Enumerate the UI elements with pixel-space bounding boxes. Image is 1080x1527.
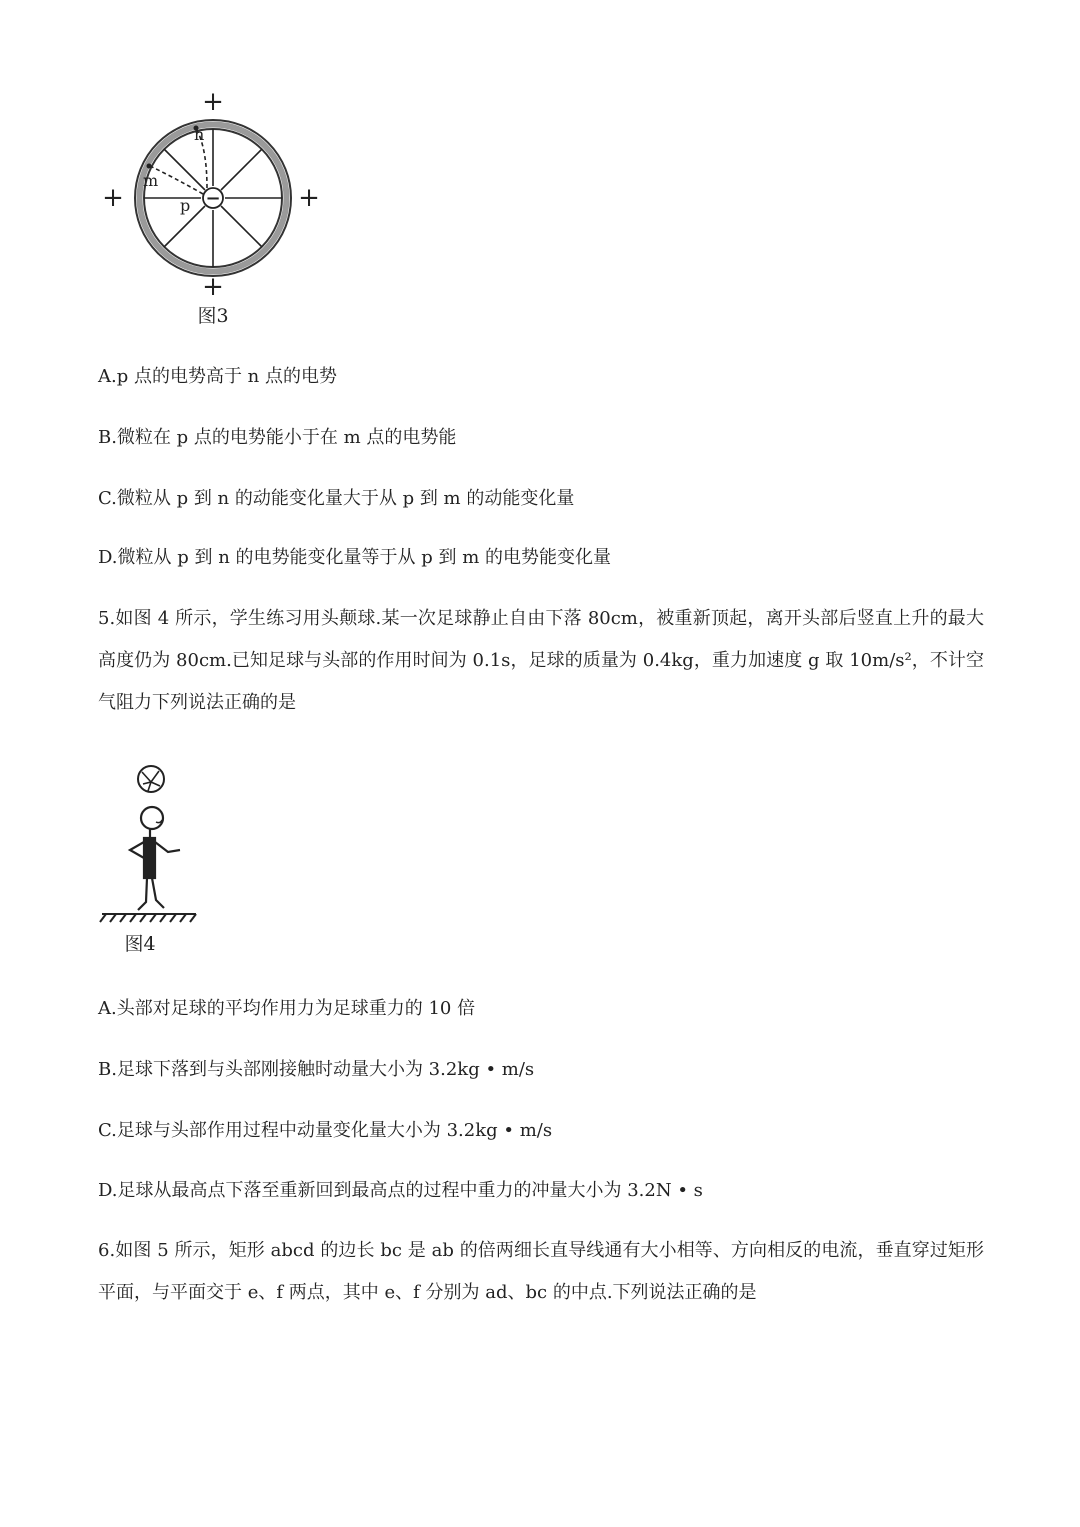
ground <box>100 914 196 922</box>
q6-stem: 6.如图 5 所示，矩形 abcd 的边长 bc 是 ab 的倍两细长直导线通有大小相等、方向相反的电流，垂直穿过矩形平面，与平面交于 e、f 两点，其中 e、f 分别为 ad、bc 的中点.下列说法正确的是 <box>98 1240 984 1303</box>
figure-3 <box>95 88 335 333</box>
point-m <box>147 164 152 169</box>
plus-sign-right: + <box>298 183 320 213</box>
q5-option-c: C.足球与头部作用过程中动量变化量大小为 3.2kg • m/s <box>98 1120 553 1141</box>
plus-sign-top: + <box>202 88 224 117</box>
label-m: m <box>143 171 159 190</box>
q5-option-d: D.足球从最高点下落至重新回到最高点的过程中重力的冲量大小为 3.2N • s <box>98 1180 703 1201</box>
q5-stem: 5.如图 4 所示，学生练习用头颠球.某一次足球静止自由下落 80cm，被重新顶起，离开头部后竖直上升的最大高度仍为 80cm.已知足球与头部的作用时间为 0.1s，足球的质量为 0.4kg，重力加速度 g 取 10m/s²，不计空气阻力下列说法正确的是 <box>98 608 984 713</box>
q4-option-c: C.微粒从 p 到 n 的动能变化量大于从 p 到 m 的动能变化量 <box>98 488 575 509</box>
figure-4-caption: 图4 <box>124 933 156 955</box>
figure-3-caption: 图3 <box>197 305 229 327</box>
figure-4 <box>98 762 208 962</box>
student-head <box>141 807 163 829</box>
q4-option-d: D.微粒从 p 到 n 的电势能变化量等于从 p 到 m 的电势能变化量 <box>98 547 611 568</box>
center-charge-sign: − <box>205 188 221 209</box>
q4-option-b: B.微粒在 p 点的电势能小于在 m 点的电势能 <box>98 427 457 448</box>
plus-sign-bottom: + <box>202 272 224 302</box>
football-icon <box>138 766 164 792</box>
q5-option-a: A.头部对足球的平均作用力为足球重力的 10 倍 <box>98 998 476 1019</box>
label-p: p <box>180 196 191 215</box>
plus-sign-left: + <box>102 183 124 213</box>
q5-option-b: B.足球下落到与头部刚接触时动量大小为 3.2kg • m/s <box>98 1059 535 1080</box>
label-n: n <box>194 125 205 144</box>
student-figure <box>130 829 180 910</box>
q4-option-a: A.p 点的电势高于 n 点的电势 <box>98 366 337 387</box>
